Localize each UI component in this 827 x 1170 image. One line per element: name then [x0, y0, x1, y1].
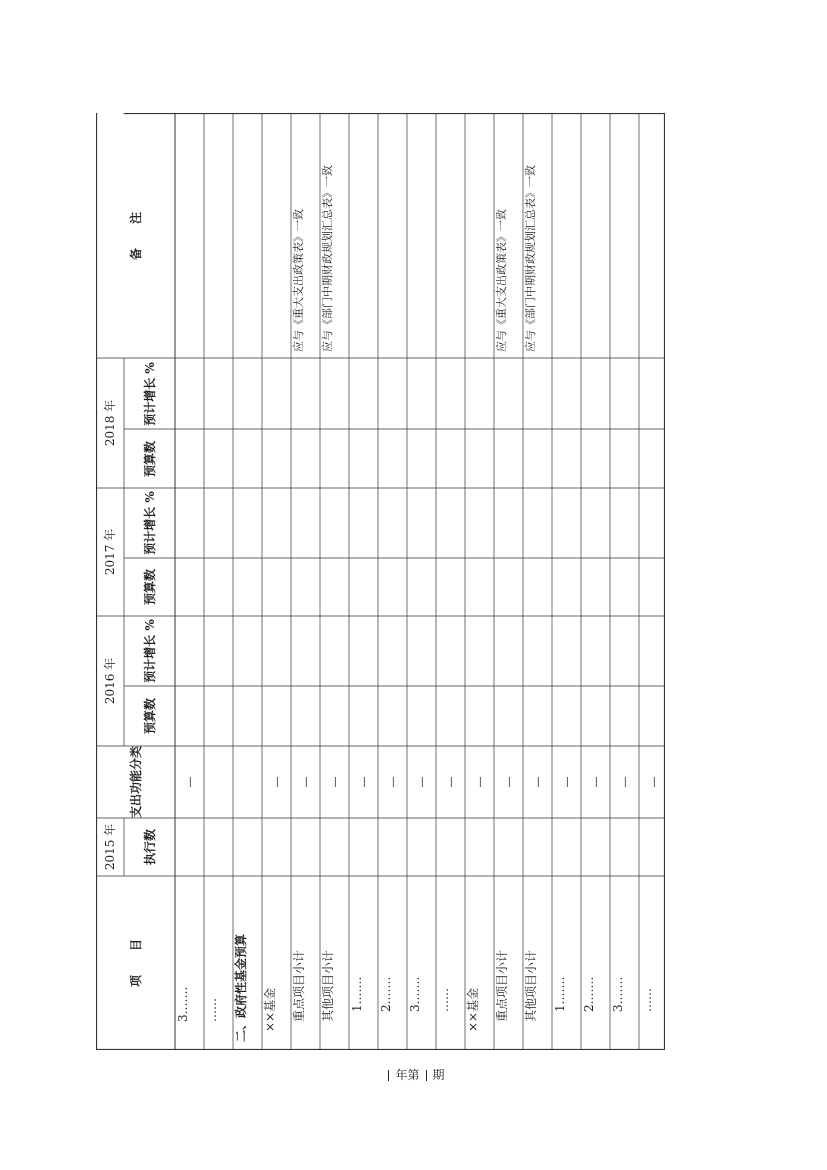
row-func-class: — [473, 776, 486, 788]
table-border [97, 114, 665, 1050]
header-year-2016: 2016 年 [103, 657, 117, 705]
row-func-class: — [502, 776, 515, 788]
header-growth-2018: 预计增长 % [142, 361, 157, 426]
row-func-class: — [357, 776, 370, 788]
row-label: 重点项目小计 [291, 949, 306, 1022]
row-label: ××基金 [465, 987, 480, 1032]
row-label: 1.…… [552, 976, 567, 1012]
row-label: 2.…… [378, 976, 393, 1012]
header-budget-2017: 预算数 [142, 568, 157, 606]
row-remark: 应与《部门中期财政规划汇总表》一致 [523, 165, 537, 352]
row-func-class: — [444, 776, 457, 788]
header-growth-2017: 预计增长 % [142, 491, 157, 555]
header-year-2017: 2017 年 [103, 528, 117, 576]
header-exec: 执行数 [142, 828, 157, 866]
header-func-class: 支出功能分类 [128, 745, 143, 819]
footer-issue-label: 期 [432, 1068, 445, 1082]
row-label: 其他项目小计 [320, 949, 335, 1022]
row-func-class: — [589, 776, 602, 788]
row-label: 3.…… [610, 976, 625, 1012]
header-remarks: 备 注 [128, 211, 143, 260]
row-label: …… [436, 988, 451, 1012]
header-year-2018: 2018 年 [103, 399, 117, 447]
row-func-class: — [618, 776, 631, 788]
row-label: 3.…… [407, 976, 422, 1012]
merge-cover [97, 113, 123, 115]
row-func-class: — [183, 776, 196, 788]
row-remark: 应与《重大支出政策表》一致 [494, 209, 508, 352]
row-func-class: — [415, 776, 428, 788]
header-item: 项 目 [128, 938, 143, 988]
table-grid [96, 113, 665, 1050]
row-remark: 应与《重大支出政策表》一致 [291, 209, 305, 352]
row-label: ××基金 [262, 987, 277, 1032]
row-func-class: — [328, 776, 341, 788]
page-footer [0, 1066, 827, 1083]
row-label: …… [639, 988, 654, 1012]
row-func-class: — [386, 776, 399, 788]
footer-year-label: 年第 [395, 1068, 420, 1082]
row-func-class: — [270, 776, 283, 788]
row-label: 3.…… [175, 986, 190, 1022]
header-year-2015: 2015 年 [103, 823, 117, 871]
footer-separator [388, 1070, 389, 1081]
header-budget-2016: 预算数 [142, 697, 157, 735]
row-func-class: — [531, 776, 544, 788]
row-label: 1.…… [349, 976, 364, 1012]
row-label: 二、政府性基金预算 [233, 933, 248, 1042]
row-remark: 应与《部门中期财政规划汇总表》一致 [320, 165, 334, 352]
row-label: 重点项目小计 [494, 949, 509, 1022]
header-growth-2016: 预计增长 % [142, 619, 157, 683]
row-label: 2.…… [581, 976, 596, 1012]
row-func-class: — [299, 776, 312, 788]
footer-separator [426, 1070, 427, 1081]
row-label: …… [204, 998, 219, 1022]
header-budget-2018: 预算数 [142, 440, 157, 477]
row-label: 其他项目小计 [523, 949, 538, 1022]
row-func-class: — [647, 776, 660, 788]
budget-table [96, 113, 665, 1050]
row-func-class: — [560, 776, 573, 788]
